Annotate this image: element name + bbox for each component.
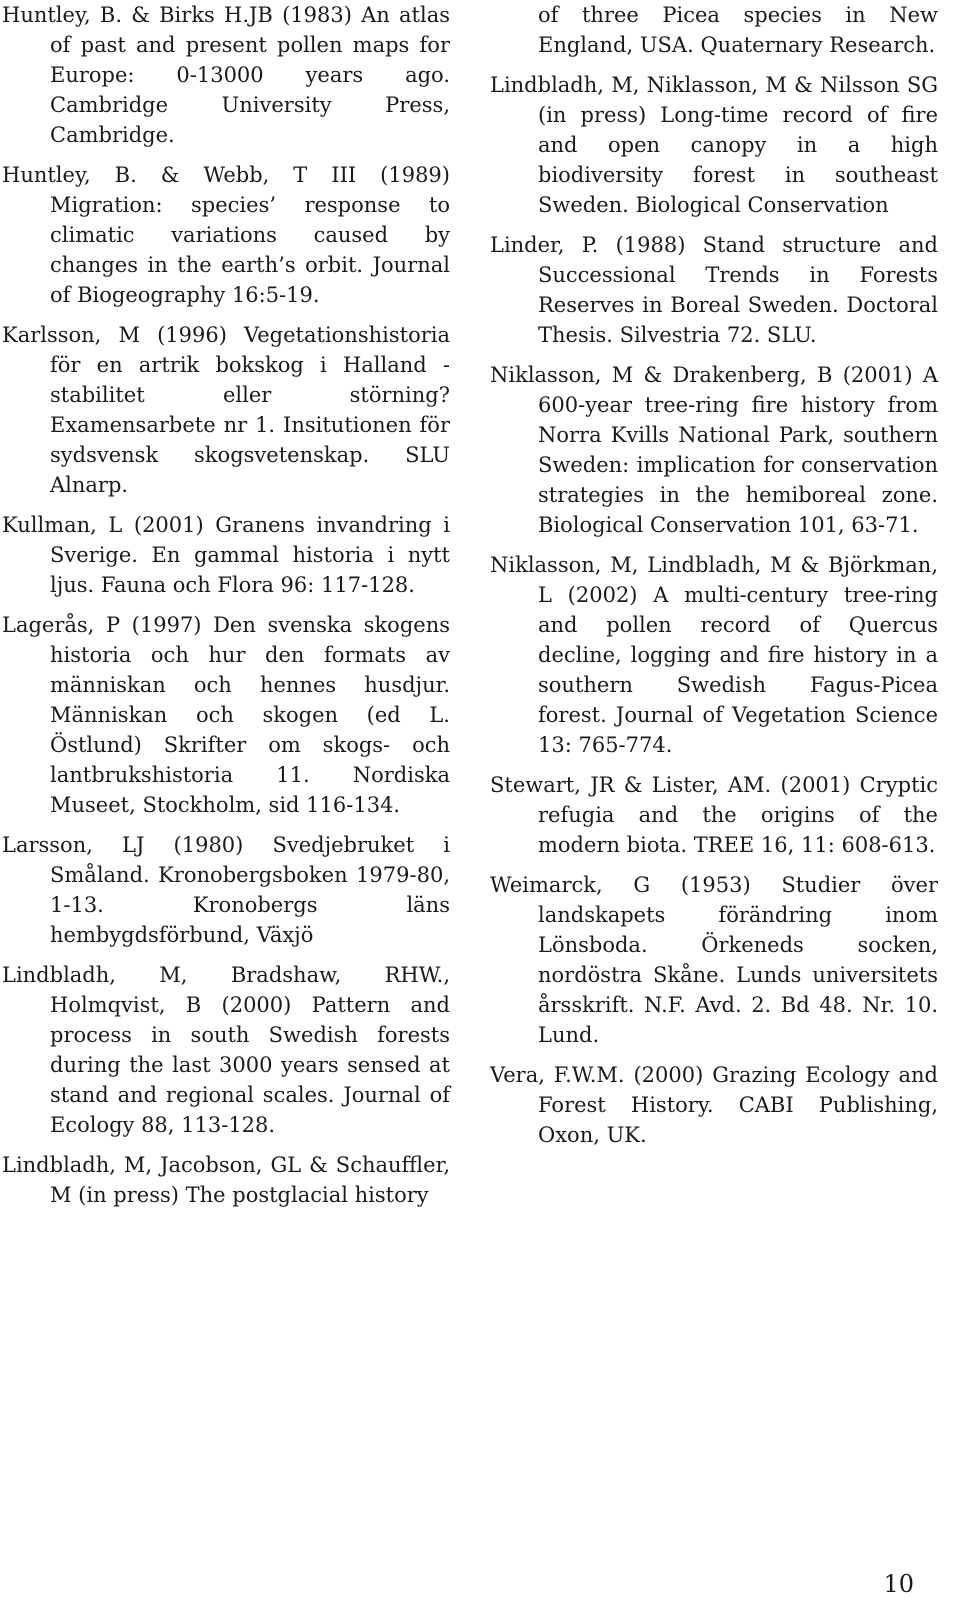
reference-entry: Vera, F.W.M. (2000) Grazing Ecology and Forest History. CABI Publishing, Oxon, UK. xyxy=(490,1063,938,1147)
reference-entry: Lindbladh, M, Bradshaw, RHW., Holmqvist, B (2000) Pattern and process in south Swedish forests during the last 3000 years sensed at stand and regional scales. Journal of Ecology 88, 113-128. xyxy=(2,963,450,1137)
reference-entry: Stewart, JR & Lister, AM. (2001) Cryptic refugia and the origins of the modern biota. TREE 16, 11: 608-613. xyxy=(490,773,938,857)
reference-entry: Huntley, B. & Birks H.JB (1983) An atlas of past and present pollen maps for Europe: 0-13000 years ago. Cambridge University Press, Cambridge. xyxy=(2,3,450,147)
reference-entry: Kullman, L (2001) Granens invandring i Sverige. En gammal historia i nytt ljus. Fauna och Flora 96: 117-128. xyxy=(2,513,450,597)
reference-entry: Huntley, B. & Webb, T III (1989) Migration: species’ response to climatic variations caused by changes in the earth’s orbit. Journal of Biogeography 16:5-19. xyxy=(2,163,450,307)
reference-entry: Lindbladh, M, Niklasson, M & Nilsson SG (in press) Long-time record of fire and open canopy in a high biodiversity forest in southeast Sweden. Biological Conservation xyxy=(490,73,938,217)
reference-column-left xyxy=(2,0,450,1220)
reference-entry: Weimarck, G (1953) Studier över landskapets förändring inom Lönsboda. Örkeneds socken, nordöstra Skåne. Lunds universitets årsskrift. N.F. Avd. 2. Bd 48. Nr. 10. Lund. xyxy=(490,873,938,1047)
reference-column-right xyxy=(490,0,938,1160)
reference-entry: Niklasson, M, Lindbladh, M & Björkman, L (2002) A multi-century tree-ring and pollen record of Quercus decline, logging and fire history in a southern Swedish Fagus-Picea forest. Journal of Vegetation Science 13: 765-774. xyxy=(490,553,938,757)
reference-entry: Linder, P. (1988) Stand structure and Successional Trends in Forests Reserves in Boreal Sweden. Doctoral Thesis. Silvestria 72. SLU. xyxy=(490,233,938,347)
reference-entry: Lagerås, P (1997) Den svenska skogens historia och hur den formats av människan och hennes husdjur. Människan och skogen (ed L. Östlund) Skrifter om skogs- och lantbrukshistoria 11. Nordiska Museet, Stockholm, sid 116-134. xyxy=(2,613,450,817)
reference-entry: Lindbladh, M, Jacobson, GL & Schauffler, M (in press) The postglacial history xyxy=(2,1153,450,1207)
reference-entry: Larsson, LJ (1980) Svedjebruket i Småland. Kronobergsboken 1979-80, 1-13. Kronobergs läns hembygdsförbund, Växjö xyxy=(2,833,450,947)
reference-entry: Niklasson, M & Drakenberg, B (2001) A 600-year tree-ring fire history from Norra Kvills National Park, southern Sweden: implication for conservation strategies in the hemiboreal zone. Biological Conservation 101, 63-71. xyxy=(490,363,938,537)
page-number: 10 xyxy=(883,1570,914,1598)
reference-entry: Karlsson, M (1996) Vegetationshistoria för en artrik bokskog i Halland - stabilitet eller störning? Examensarbete nr 1. Insitutionen för sydsvensk skogsvetenskap. SLU Alnarp. xyxy=(2,323,450,497)
reference-entry-continuation: of three Picea species in New England, USA. Quaternary Research. xyxy=(538,3,938,57)
